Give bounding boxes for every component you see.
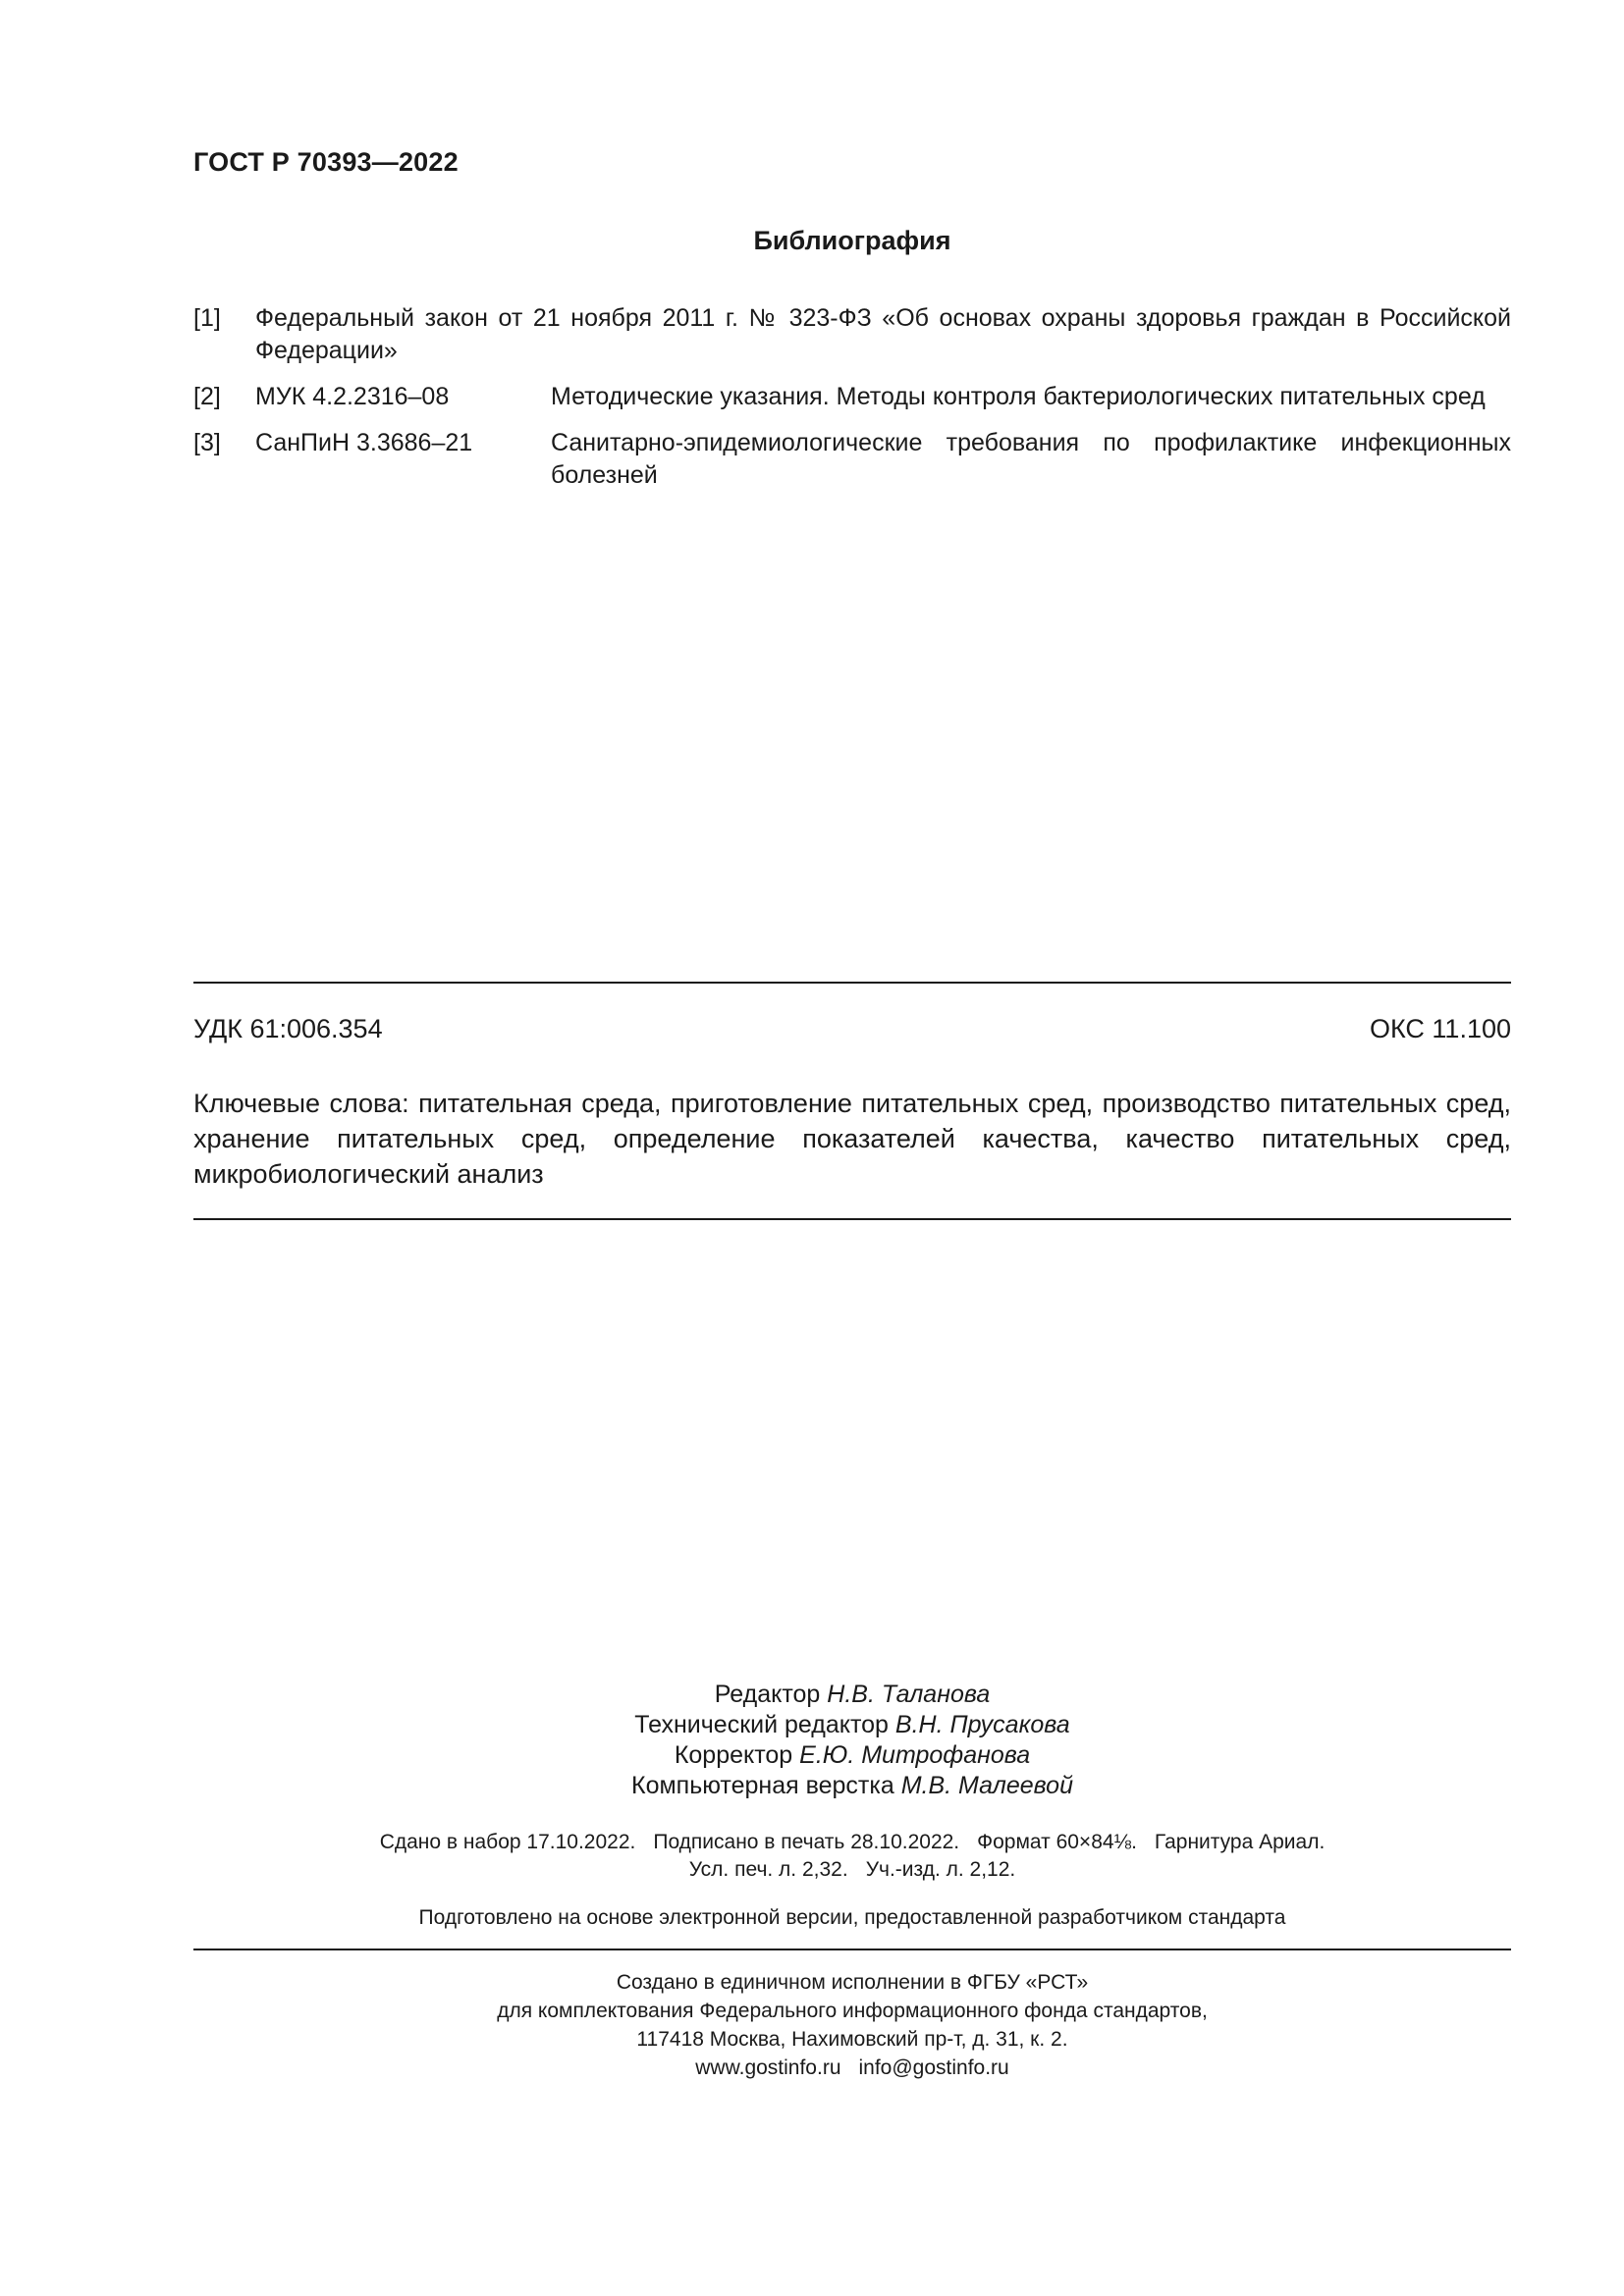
credit-line — [193, 1680, 1511, 1710]
publisher-line-2: для комплектования Федерального информационного фонда стандартов, — [497, 2000, 1208, 2022]
print-info-line-1 — [193, 1829, 1511, 1856]
bibliography-item-text: Методические указания. Методы контроля бактериологических питательных сред — [551, 383, 1486, 410]
print-info — [193, 1829, 1511, 1884]
divider-top — [193, 982, 1511, 984]
credit-line — [193, 1710, 1511, 1740]
oks-code: ОКС 11.100 — [1369, 1014, 1511, 1043]
credit-role: Компьютерная верстка — [631, 1772, 894, 1799]
divider-keywords — [193, 1218, 1511, 1220]
printed-sheets: Усл. печ. л. 2,32. — [688, 1858, 848, 1881]
credit-name: В.Н. Прусакова — [894, 1711, 1070, 1738]
credit-line — [193, 1740, 1511, 1771]
publisher-block — [193, 1968, 1511, 2082]
publisher-address: 117418 Москва, Нахимовский пр-т, д. 31, к. 2. — [636, 2028, 1068, 2051]
paper-format: Формат 60×84⅛. — [977, 1831, 1137, 1853]
typeface: Гарнитура Ариал. — [1154, 1831, 1326, 1853]
credit-role: Корректор — [674, 1741, 793, 1769]
standard-code: ГОСТ Р 70393—2022 — [193, 147, 459, 177]
keywords-text: Ключевые слова: питательная среда, приготовление питательных сред, производство питательных сред, хранение питательных сред, определение показателей качества, качество питательных сред, микробиологический анализ — [193, 1089, 1511, 1189]
publisher-line-1: Создано в единичном исполнении в ФГБУ «РСТ» — [616, 1971, 1089, 1994]
publishing-sheets: Уч.-изд. л. 2,12. — [865, 1858, 1016, 1881]
website-link[interactable]: www.gostinfo.ru — [695, 2056, 841, 2079]
credits-block — [193, 1680, 1511, 1801]
bibliography-item — [193, 302, 1511, 367]
bibliography-item-number: [2] — [193, 383, 221, 410]
credit-role: Технический редактор — [634, 1711, 889, 1738]
bibliography-list — [193, 302, 1511, 506]
signed-date: Подписано в печать 28.10.2022. — [653, 1831, 960, 1853]
bibliography-item — [193, 427, 1511, 492]
credit-line — [193, 1771, 1511, 1801]
publisher-contacts — [193, 2054, 1511, 2082]
bibliography-item-code: СанПиН 3.3686–21 — [255, 429, 473, 456]
credit-name: Н.В. Таланова — [827, 1681, 991, 1708]
prepared-note: Подготовлено на основе электронной версии, предоставленной разработчиком стандарта — [418, 1906, 1286, 1929]
print-info-line-2 — [193, 1856, 1511, 1884]
bibliography-item-text: Федеральный закон от 21 ноября 2011 г. № 323-ФЗ «Об основах охраны здоровья граждан в Российской Федерации» — [255, 304, 1511, 364]
credit-name: Е.Ю. Митрофанова — [799, 1741, 1031, 1769]
credit-role: Редактор — [714, 1681, 821, 1708]
bibliography-title: Библиография — [753, 226, 951, 255]
udk-code: УДК 61:006.354 — [193, 1014, 383, 1043]
email-link[interactable]: info@gostinfo.ru — [858, 2056, 1009, 2079]
bibliography-item-number: [3] — [193, 429, 221, 456]
bibliography-item-number: [1] — [193, 304, 221, 332]
divider-bottom — [193, 1949, 1511, 1950]
credit-name: М.В. Малеевой — [900, 1772, 1073, 1799]
bibliography-item-code: МУК 4.2.2316–08 — [255, 383, 450, 410]
bibliography-item — [193, 381, 1511, 413]
submitted-date: Сдано в набор 17.10.2022. — [379, 1831, 636, 1853]
bibliography-item-text: Санитарно-эпидемиологические требования по профилактике инфекционных болезней — [551, 429, 1511, 489]
